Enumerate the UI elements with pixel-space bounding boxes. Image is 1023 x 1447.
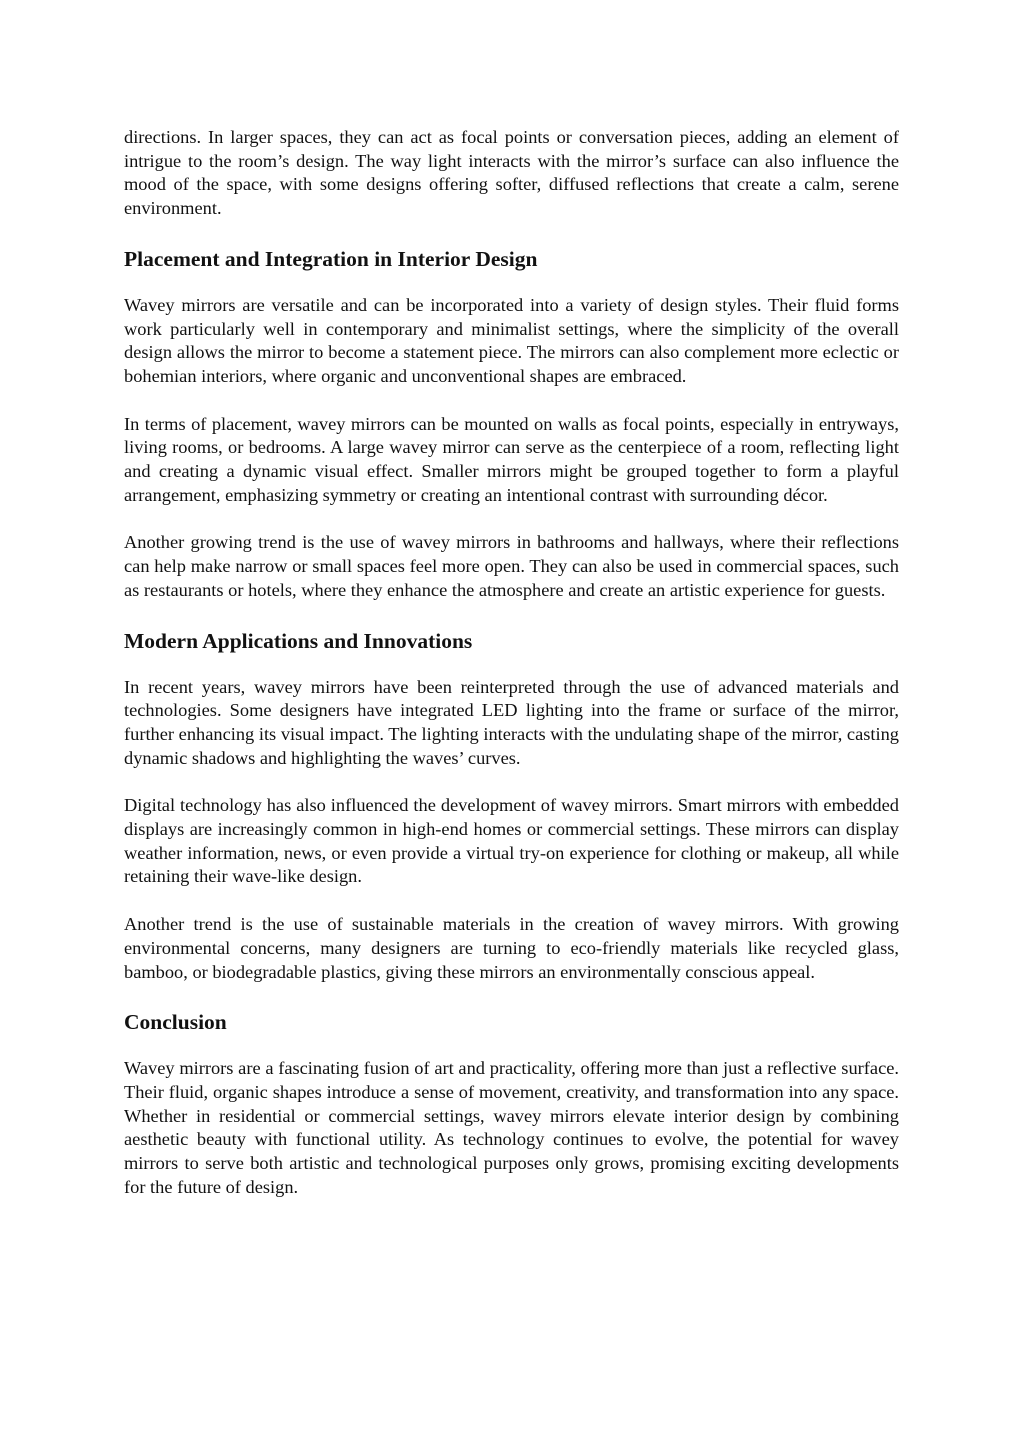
- modern-paragraph-1: In recent years, wavey mirrors have been reinterpreted through the use of advanced materials and technologies. Some designers have integrated LED lighting into the frame or surface of the mirror, further enhancing its visual impact. The lighting interacts with the undulating shape of the mirror, casting dynamic shadows and highlighting the waves’ curves.: [124, 676, 899, 768]
- modern-paragraph-2: Digital technology has also influenced the development of wavey mirrors. Smart mirrors with embedded displays are increasingly common in high-end homes or commercial settings. These mirrors can display weather information, news, or even provide a virtual try-on experience for clothing or makeup, all while retaining their wave-like design.: [124, 795, 899, 887]
- modern-paragraph-3: Another trend is the use of sustainable materials in the creation of wavey mirrors. With growing environmental concerns, many designers are turning to eco-friendly materials like recycled glass, bamboo, or biodegradable plastics, giving these mirrors an environmentally conscious appeal.: [124, 914, 899, 982]
- section-heading-modern: Modern Applications and Innovations: [124, 628, 473, 653]
- placement-paragraph-3: Another growing trend is the use of wavey mirrors in bathrooms and hallways, where their reflections can help make narrow or small spaces feel more open. They can also be used in commercial spaces, such as restaurants or hotels, where they enhance the atmosphere and create an artistic experience for guests.: [124, 532, 899, 600]
- placement-paragraph-1: Wavey mirrors are versatile and can be incorporated into a variety of design styles. Their fluid forms work particularly well in contemporary and minimalist settings, where the simplicity of the overall design allows the mirror to become a statement piece. The mirrors can also complement more eclectic or bohemian interiors, where organic and unconventional shapes are embraced.: [124, 294, 899, 386]
- section-heading-placement: Placement and Integration in Interior Design: [124, 246, 538, 271]
- document-page: [124, 126, 899, 1224]
- conclusion-paragraph: Wavey mirrors are a fascinating fusion of art and practicality, offering more than just a reflective surface. Their fluid, organic shapes introduce a sense of movement, creativity, and transformation into any space. Whether in residential or commercial settings, wavey mirrors elevate interior design by combining aesthetic beauty with functional utility. As technology continues to evolve, the potential for wavey mirrors to serve both artistic and technological purposes only grows, promising exciting developments for the future of design.: [124, 1058, 899, 1197]
- placement-paragraph-2: In terms of placement, wavey mirrors can be mounted on walls as focal points, especially in entryways, living rooms, or bedrooms. A large wavey mirror can serve as the centerpiece of a room, reflecting light and creating a dynamic visual effect. Smaller mirrors might be grouped together to form a playful arrangement, emphasizing symmetry or creating an intentional contrast with surrounding décor.: [124, 413, 899, 505]
- intro-paragraph: directions. In larger spaces, they can act as focal points or conversation pieces, adding an element of intrigue to the room’s design. The way light interacts with the mirror’s surface can also influence the mood of the space, with some designs offering softer, diffused reflections that create a calm, serene environment.: [124, 127, 899, 219]
- section-heading-conclusion: Conclusion: [124, 1010, 227, 1035]
